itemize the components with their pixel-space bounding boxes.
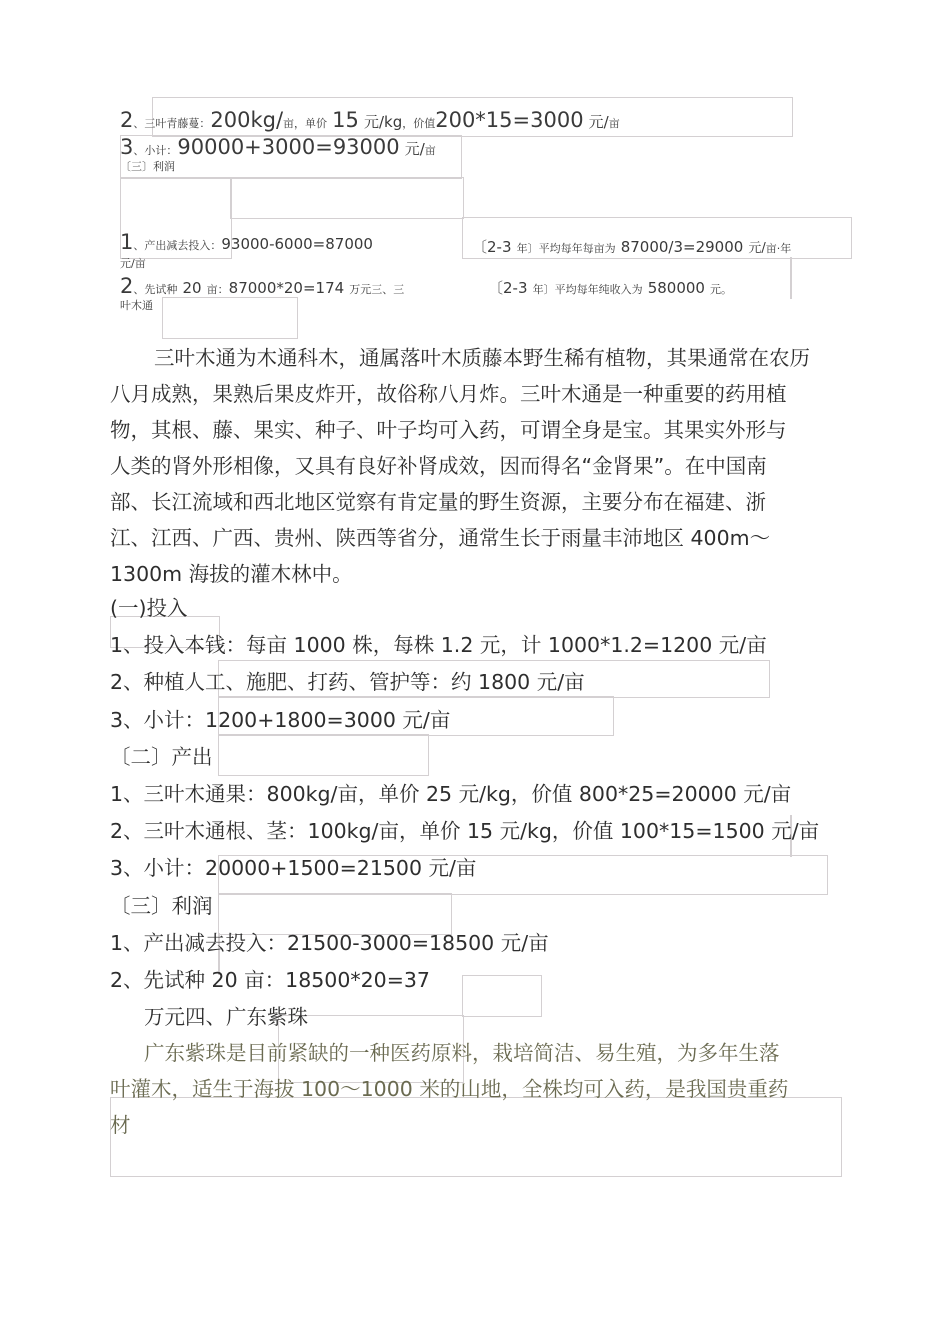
top-line-6-right: 〔2-3 年〕平均每年纯收入为 580000 元。 <box>488 279 733 297</box>
item-number: 2 <box>120 274 134 298</box>
section-heading-next: 万元四、广东紫珠 <box>144 1005 308 1029</box>
frame-box <box>230 177 464 219</box>
frame-box <box>162 297 298 339</box>
intro-line: 江、江西、广西、贵州、陕西等省分，通常生长于雨量丰沛地区 400m～ <box>110 526 771 550</box>
intro-line: 1300m 海拔的灌木林中。 <box>110 562 353 586</box>
top-line-2: 3、小计：90000+3000=93000 元/亩 <box>120 135 436 159</box>
intro-line: 人类的肾外形相像，又具有良好补肾成效，因而得名“金肾果”。在中国南 <box>110 454 767 478</box>
intro-line: 物，其根、藤、果实、种子、叶子均可入药，可谓全身是宝。其果实外形与 <box>110 418 787 442</box>
frame-box <box>462 975 542 1017</box>
top-line-4-right: 〔2-3 年〕平均每年每亩为 87000/3=29000 元/亩·年 <box>472 238 792 256</box>
top-line-1: 2、三叶青藤蔓：200kg/亩，单价 15 元/kg，价值200*15=3000 元/亩 <box>120 108 620 132</box>
item-number: 1 <box>120 230 134 254</box>
top-line-3: 〔三〕利润 <box>120 160 175 173</box>
intro-line: 八月成熟，果熟后果皮炸开，故俗称八月炸。三叶木通是一种重要的药用植 <box>110 382 787 406</box>
top-line-7: 叶木通 <box>120 299 153 312</box>
list-item: 1、投入本钱：每亩 1000 株，每株 1.2 元，计 1000*1.2=1200 元/亩 <box>110 633 767 657</box>
list-item: 3、小计：20000+1500=21500 元/亩 <box>110 856 477 880</box>
intro-line: 三叶木通为木通科木，通属落叶木质藤本野生稀有植物，其果通常在农历 <box>154 346 810 370</box>
list-item: 2、种植人工、施肥、打药、管护等：约 1800 元/亩 <box>110 670 585 694</box>
intro-paragraph <box>110 340 855 592</box>
frame-box <box>218 734 429 776</box>
top-line-4: 1、产出减去投入：93000-6000=87000 <box>120 230 373 254</box>
section-heading-profit: 〔三〕利润 <box>110 894 213 918</box>
item-number: 2 <box>120 108 134 132</box>
list-item: 1、三叶木通果：800kg/亩，单价 25 元/kg，价值 800*25=20000 元/亩 <box>110 782 792 806</box>
list-item: 3、小计：1200+1800=3000 元/亩 <box>110 708 451 732</box>
list-item: 2、三叶木通根、茎：100kg/亩，单价 15 元/kg，价值 100*15=1500 元/亩 <box>110 819 820 843</box>
frame-box <box>218 893 452 935</box>
section-heading-output: 〔二〕产出 <box>110 745 213 769</box>
closing-line: 广东紫珠是目前紧缺的一种医药原料，栽培简洁、易生殖，为多年生落 <box>144 1041 780 1065</box>
closing-paragraph <box>110 1035 855 1143</box>
closing-line: 叶灌木，适生于海拔 100～1000 米的山地，全株均可入药，是我国贵重药 <box>110 1077 789 1101</box>
top-line-6: 2、先试种 20 亩：87000*20=174 万元三、三 <box>120 274 405 298</box>
top-line-5: 元/亩 <box>120 257 146 270</box>
item-number: 3 <box>120 135 134 159</box>
closing-line: 材 <box>110 1113 131 1137</box>
list-item: 2、先试种 20 亩：18500*20=37 <box>110 968 430 992</box>
frame-box <box>790 257 792 299</box>
intro-line: 部、长江流域和西北地区觉察有肯定量的野生资源，主要分布在福建、浙 <box>110 490 766 514</box>
section-heading-input: (一)投入 <box>110 596 188 620</box>
list-item: 1、产出减去投入：21500-3000=18500 元/亩 <box>110 931 549 955</box>
